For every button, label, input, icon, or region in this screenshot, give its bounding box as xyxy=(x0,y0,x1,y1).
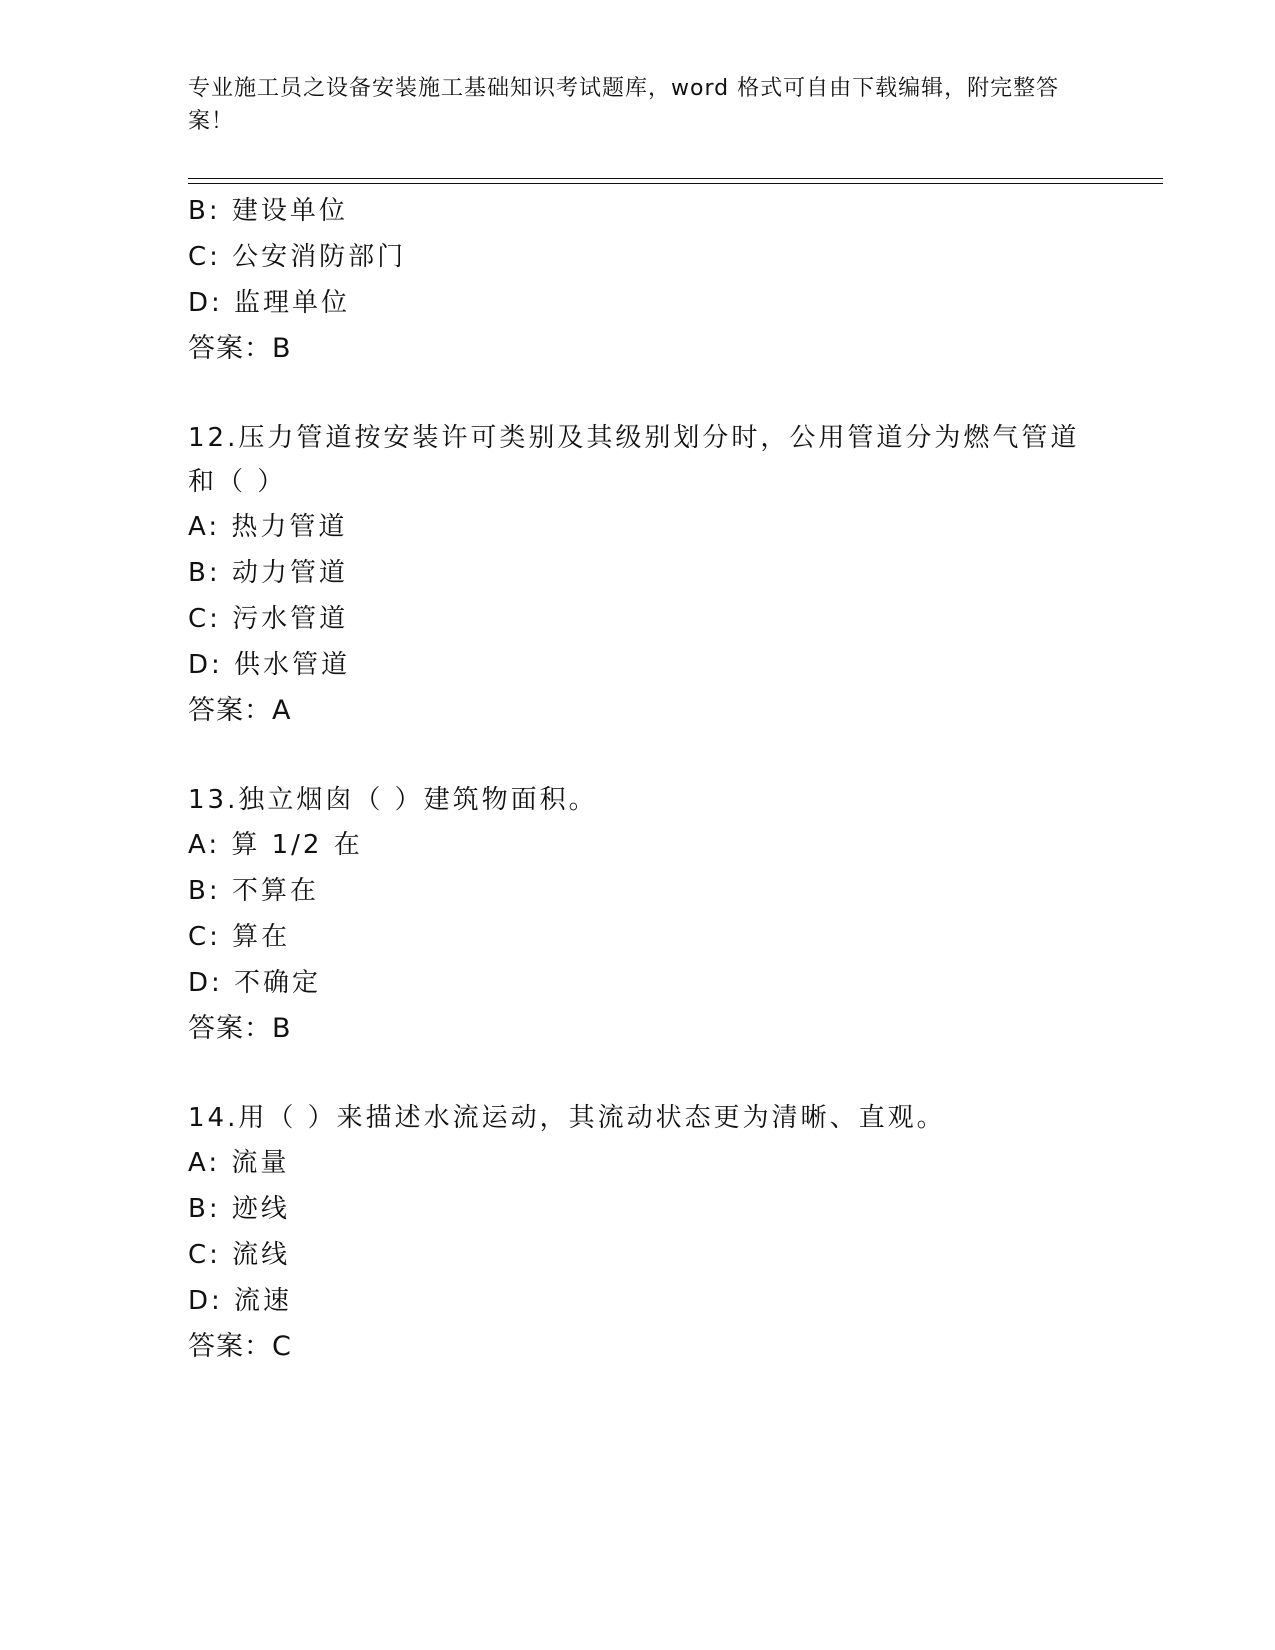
option-d: D: 监理单位 xyxy=(188,288,351,318)
option-c: C: 公安消防部门 xyxy=(188,242,407,272)
answer-line xyxy=(188,1006,1088,1052)
answer-line xyxy=(188,1324,1088,1370)
option-b: B: 不算在 xyxy=(188,876,319,906)
question-11-continued xyxy=(188,188,1088,372)
header-divider-top xyxy=(188,178,1163,179)
answer-label: 答案： xyxy=(188,333,272,364)
question-list xyxy=(188,188,1088,1370)
answer-line xyxy=(188,688,1088,734)
option-d: D: 不确定 xyxy=(188,968,322,998)
option-a: A: 流量 xyxy=(188,1148,290,1178)
option-a: A: 热力管道 xyxy=(188,512,348,542)
option-c: C: 算在 xyxy=(188,922,291,952)
option-a: A: 算 1/2 在 xyxy=(188,830,363,860)
question-text: 12.压力管道按安装许可类别及其级别划分时，公用管道分为燃气管道和（ ） xyxy=(188,423,1080,497)
question-text: 13.独立烟囱（ ）建筑物面积。 xyxy=(188,785,598,815)
option-d: D: 供水管道 xyxy=(188,650,351,680)
question-14 xyxy=(188,1096,1088,1370)
answer-value: B xyxy=(272,333,292,364)
option-b: B: 迹线 xyxy=(188,1194,290,1224)
answer-label: 答案： xyxy=(188,1013,272,1044)
question-text: 14.用（ ）来描述水流运动，其流动状态更为清晰、直观。 xyxy=(188,1103,946,1133)
option-b: B: 建设单位 xyxy=(188,196,348,226)
option-c: C: 污水管道 xyxy=(188,604,349,634)
answer-label: 答案： xyxy=(188,1331,272,1362)
question-12 xyxy=(188,416,1088,734)
option-c: C: 流线 xyxy=(188,1240,291,1270)
answer-value: A xyxy=(272,695,292,726)
question-13 xyxy=(188,778,1088,1052)
answer-value: B xyxy=(272,1013,292,1044)
document-header: 专业施工员之设备安装施工基础知识考试题库，word 格式可自由下载编辑，附完整答案！ xyxy=(188,76,1060,134)
option-d: D: 流速 xyxy=(188,1286,293,1316)
header-divider-bottom xyxy=(188,183,1163,184)
answer-line xyxy=(188,326,1088,372)
answer-value: C xyxy=(272,1331,292,1362)
option-b: B: 动力管道 xyxy=(188,558,348,588)
answer-label: 答案： xyxy=(188,695,272,726)
